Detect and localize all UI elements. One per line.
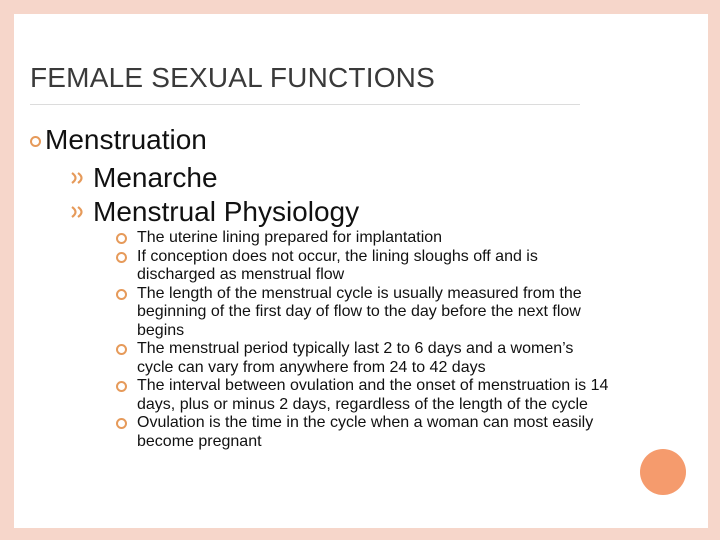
level2-label: Menarche: [93, 162, 218, 193]
chevron-bullet-icon: [69, 167, 91, 189]
bullet-text: Ovulation is the time in the cycle when a woman can most easily become pregnant: [137, 414, 594, 450]
bullet-text: The uterine lining prepared for implantation: [137, 229, 443, 246]
circle-bullet-icon: [116, 381, 127, 392]
title-divider: [30, 104, 580, 105]
bullet-item: [113, 285, 613, 341]
bullet-text: The length of the menstrual cycle is usually measured from the beginning of the first day of flow to the day before the next flow begins: [137, 284, 582, 339]
circle-bullet-icon: [116, 233, 127, 244]
circle-bullet-icon: [116, 252, 127, 263]
bullet-list: [113, 229, 613, 451]
bullet-item: [113, 229, 613, 248]
circle-bullet-icon: [30, 136, 41, 147]
level1-item-menstruation: [30, 124, 207, 156]
level1-label: Menstruation: [45, 124, 207, 155]
bullet-item: [113, 377, 613, 414]
circle-bullet-icon: [116, 289, 127, 300]
level2-label: Menstrual Physiology: [93, 196, 360, 227]
chevron-bullet-icon: [69, 201, 91, 223]
level2-item-menstrual-physiology: [69, 196, 359, 228]
bullet-item: [113, 340, 613, 377]
bullet-item: [113, 248, 613, 285]
bullet-text: If conception does not occur, the lining sloughs off and is discharged as menstrual flow: [137, 247, 538, 283]
circle-bullet-icon: [116, 344, 127, 355]
bullet-item: [113, 414, 613, 451]
bullet-text: The menstrual period typically last 2 to 6 days and a women’s cycle can vary from anywhere from 24 to 42 days: [137, 340, 574, 376]
slide-title: FEMALE SEXUAL FUNCTIONS: [30, 62, 435, 93]
bullet-text: The interval between ovulation and the onset of menstruation is 14 days, plus or minus 2 days, regardless of the length of the cycle: [137, 377, 609, 413]
circle-bullet-icon: [116, 418, 127, 429]
decorative-circle: [640, 449, 686, 495]
level2-item-menarche: [69, 162, 218, 194]
